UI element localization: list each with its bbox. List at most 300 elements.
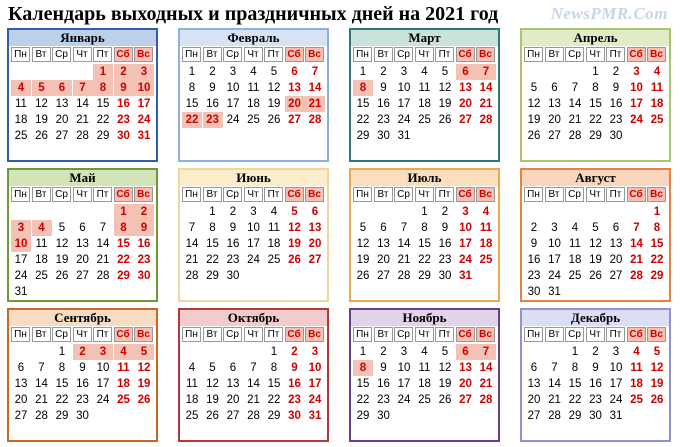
weekday-header [11, 47, 154, 62]
days-grid [11, 204, 154, 300]
day-cell: 19 [356, 254, 370, 266]
month-block [178, 168, 329, 302]
weekday-label: Пт [435, 47, 454, 62]
day-cell: 27 [288, 114, 301, 126]
day-cell: 5 [270, 66, 278, 78]
day-cell: 12 [650, 362, 664, 374]
day-cell: 17 [14, 254, 28, 266]
day-cell: 19 [137, 378, 151, 390]
weekday-label: Вс [305, 327, 324, 342]
day-cell: 30 [377, 130, 390, 142]
day-cell: 7 [400, 222, 408, 234]
day-cell: 20 [548, 114, 561, 126]
day-cell: 2 [441, 206, 449, 218]
day-cell: 8 [188, 82, 196, 94]
day-cell: 15 [650, 238, 664, 250]
day-cell: 7 [476, 64, 496, 80]
day-cell: 8 [592, 82, 599, 94]
weekday-label: Сб [285, 327, 304, 342]
day-cell: 26 [438, 114, 452, 126]
day-cell: 30 [377, 410, 390, 422]
month-name: Январь [9, 30, 156, 46]
day-cell: 7 [38, 362, 45, 374]
day-cell: 5 [291, 206, 298, 218]
day-cell: 11 [418, 362, 431, 374]
day-cell: 7 [311, 66, 319, 78]
day-cell: 28 [397, 270, 411, 282]
day-cell: 22 [182, 112, 202, 128]
day-cell: 1 [270, 346, 278, 358]
day-cell: 17 [397, 378, 411, 390]
weekday-header [182, 47, 325, 62]
day-cell: 13 [14, 378, 28, 390]
day-cell: 21 [630, 254, 643, 266]
day-cell: 10 [11, 236, 31, 252]
day-cell: 29 [356, 130, 370, 142]
weekday-label: Вс [647, 327, 666, 342]
days-grid [353, 204, 496, 300]
day-cell: 16 [438, 238, 452, 250]
day-cell: 21 [247, 394, 260, 406]
day-cell: 9 [79, 362, 86, 374]
day-cell: 3 [11, 220, 31, 236]
day-cell: 7 [571, 82, 579, 94]
days-grid [524, 64, 667, 160]
day-cell: 7 [188, 222, 196, 234]
weekday-label: Вт [374, 327, 393, 342]
month-name: Сентябрь [9, 310, 156, 326]
day-cell: 20 [55, 114, 69, 126]
day-cell: 4 [633, 346, 640, 358]
day-cell: 10 [459, 222, 472, 234]
day-cell: 29 [589, 130, 602, 142]
day-cell: 30 [438, 270, 452, 282]
day-cell: 15 [356, 98, 370, 110]
day-cell: 18 [418, 98, 431, 110]
day-cell: 9 [209, 82, 216, 94]
weekday-label: Чт [244, 187, 263, 202]
days-grid [11, 344, 154, 440]
day-cell: 20 [76, 254, 89, 266]
days-grid [353, 64, 496, 160]
weekday-header [524, 47, 667, 62]
day-cell: 28 [35, 410, 48, 422]
day-cell: 26 [356, 270, 370, 282]
weekday-label: Сб [114, 47, 133, 62]
day-cell: 28 [479, 114, 493, 126]
day-cell: 14 [96, 238, 110, 250]
day-cell: 10 [548, 238, 561, 250]
weekday-header [11, 327, 154, 342]
weekday-label: Сб [114, 327, 133, 342]
day-cell: 25 [14, 130, 28, 142]
weekday-label: Ср [52, 187, 71, 202]
day-cell: 16 [226, 238, 240, 250]
day-cell: 20 [14, 394, 28, 406]
day-cell: 9 [114, 80, 134, 96]
day-cell: 24 [459, 254, 472, 266]
day-cell: 15 [356, 378, 370, 390]
month-name: Апрель [522, 30, 669, 46]
weekday-label: Пн [524, 187, 543, 202]
day-cell: 21 [35, 394, 48, 406]
day-cell: 12 [267, 82, 281, 94]
day-cell: 7 [73, 80, 93, 96]
day-cell: 27 [527, 410, 541, 422]
day-cell: 18 [35, 254, 48, 266]
day-cell: 5 [441, 66, 449, 78]
day-cell: 6 [52, 80, 72, 96]
day-cell: 29 [568, 410, 582, 422]
day-cell: 13 [377, 238, 390, 250]
day-cell: 25 [185, 410, 199, 422]
day-cell: 1 [359, 346, 367, 358]
day-cell: 26 [267, 114, 281, 126]
day-cell: 28 [185, 270, 199, 282]
day-cell: 24 [397, 394, 411, 406]
day-cell: 27 [377, 270, 390, 282]
day-cell: 19 [589, 254, 602, 266]
day-cell: 30 [288, 410, 301, 422]
days-grid [182, 64, 325, 160]
weekday-header [353, 327, 496, 342]
weekday-header [11, 187, 154, 202]
day-cell: 17 [247, 238, 260, 250]
day-cell: 2 [73, 344, 93, 360]
weekday-label: Пн [11, 327, 30, 342]
weekday-label: Чт [73, 327, 92, 342]
day-cell: 3 [250, 206, 257, 218]
day-cell: 14 [479, 82, 493, 94]
weekday-label: Чт [244, 327, 263, 342]
day-cell: 2 [530, 222, 538, 234]
weekday-label: Пт [606, 47, 625, 62]
weekday-label: Пн [353, 327, 372, 342]
day-cell: 18 [568, 254, 582, 266]
day-cell: 5 [209, 362, 216, 374]
weekday-label: Пн [182, 47, 201, 62]
weekday-label: Пн [182, 327, 201, 342]
day-cell: 31 [548, 286, 561, 298]
weekday-label: Вс [305, 47, 324, 62]
weekday-label: Пн [353, 187, 372, 202]
weekday-header [182, 187, 325, 202]
day-cell: 1 [93, 64, 113, 80]
day-cell: 3 [93, 344, 113, 360]
day-cell: 27 [76, 270, 89, 282]
day-cell: 2 [114, 64, 134, 80]
day-cell: 30 [76, 410, 89, 422]
weekday-label: Ср [565, 47, 584, 62]
day-cell: 15 [568, 378, 582, 390]
day-cell: 23 [117, 114, 130, 126]
day-cell: 3 [229, 66, 237, 78]
day-cell: 21 [548, 394, 561, 406]
day-cell: 15 [55, 378, 69, 390]
day-cell: 14 [630, 238, 643, 250]
day-cell: 16 [137, 238, 151, 250]
day-cell: 11 [418, 82, 431, 94]
day-cell: 12 [589, 238, 602, 250]
day-cell: 6 [291, 66, 298, 78]
day-cell: 18 [14, 114, 28, 126]
day-cell: 29 [650, 270, 664, 282]
day-cell: 31 [308, 410, 322, 422]
day-cell: 30 [527, 286, 541, 298]
day-cell: 16 [589, 378, 602, 390]
month-block [7, 28, 158, 162]
day-cell: 12 [356, 238, 370, 250]
day-cell: 1 [188, 66, 196, 78]
day-cell: 5 [359, 222, 367, 234]
day-cell: 6 [456, 64, 476, 80]
day-cell: 13 [288, 82, 301, 94]
day-cell: 27 [459, 394, 472, 406]
day-cell: 1 [209, 206, 216, 218]
day-cell: 6 [79, 222, 86, 234]
month-block [178, 28, 329, 162]
day-cell: 9 [380, 362, 387, 374]
day-cell: 8 [270, 362, 278, 374]
day-cell: 30 [226, 270, 240, 282]
weekday-label: Пт [435, 327, 454, 342]
weekday-label: Пн [11, 47, 30, 62]
month-block [7, 308, 158, 442]
day-cell: 10 [609, 362, 623, 374]
day-cell: 28 [96, 270, 110, 282]
day-cell: 29 [418, 270, 431, 282]
day-cell: 9 [612, 82, 620, 94]
weekday-header [353, 47, 496, 62]
day-cell: 13 [527, 378, 541, 390]
day-cell: 12 [438, 82, 452, 94]
day-cell: 23 [609, 114, 623, 126]
day-cell: 4 [571, 222, 579, 234]
day-cell: 17 [96, 378, 110, 390]
day-cell: 29 [55, 410, 69, 422]
weekday-label: Чт [586, 187, 605, 202]
day-cell: 19 [288, 238, 301, 250]
day-cell: 26 [589, 270, 602, 282]
month-name: Февраль [180, 30, 327, 46]
day-cell: 4 [421, 346, 428, 358]
day-cell: 25 [247, 114, 260, 126]
day-cell: 19 [527, 114, 541, 126]
weekday-label: Пн [524, 327, 543, 342]
day-cell: 8 [421, 222, 428, 234]
day-cell: 13 [55, 98, 69, 110]
day-cell: 7 [476, 344, 496, 360]
day-cell: 11 [15, 98, 27, 110]
day-cell: 26 [438, 394, 452, 406]
day-cell: 9 [441, 222, 449, 234]
weekday-label: Чт [415, 327, 434, 342]
day-cell: 27 [226, 410, 240, 422]
weekday-label: Ср [52, 327, 71, 342]
day-cell: 28 [548, 410, 561, 422]
weekday-label: Вс [305, 187, 324, 202]
month-block [520, 308, 671, 442]
weekday-label: Ср [394, 327, 413, 342]
day-cell: 31 [459, 270, 472, 282]
day-cell: 25 [650, 114, 664, 126]
day-cell: 4 [270, 206, 278, 218]
month-block [520, 168, 671, 302]
month-name: Октябрь [180, 310, 327, 326]
weekday-label: Сб [627, 47, 646, 62]
day-cell: 2 [380, 346, 387, 358]
day-cell: 9 [134, 220, 154, 236]
weekday-label: Вс [476, 327, 495, 342]
day-cell: 12 [206, 378, 219, 390]
day-cell: 3 [134, 64, 154, 80]
day-cell: 25 [35, 270, 48, 282]
day-cell: 17 [548, 254, 561, 266]
day-cell: 11 [630, 362, 643, 374]
day-cell: 14 [568, 98, 582, 110]
day-cell: 8 [571, 362, 579, 374]
day-cell: 12 [137, 362, 151, 374]
day-cell: 18 [267, 238, 281, 250]
day-cell: 1 [592, 66, 599, 78]
month-block [7, 168, 158, 302]
day-cell: 27 [548, 130, 561, 142]
day-cell: 16 [76, 378, 89, 390]
day-cell: 3 [400, 66, 408, 78]
day-cell: 22 [418, 254, 431, 266]
day-cell: 8 [209, 222, 216, 234]
day-cell: 17 [137, 98, 151, 110]
day-cell: 21 [76, 114, 89, 126]
weekday-label: Пн [353, 47, 372, 62]
day-cell: 7 [551, 362, 558, 374]
day-cell: 8 [353, 80, 373, 96]
day-cell: 6 [229, 362, 237, 374]
day-cell: 21 [185, 254, 199, 266]
days-grid [524, 204, 667, 300]
day-cell: 13 [548, 98, 561, 110]
days-grid [524, 344, 667, 440]
weekday-label: Вт [32, 47, 51, 62]
day-cell: 4 [11, 80, 31, 96]
day-cell: 4 [250, 66, 257, 78]
weekday-label: Сб [456, 327, 475, 342]
day-cell: 23 [203, 112, 223, 128]
weekday-label: Ср [223, 327, 242, 342]
day-cell: 26 [288, 254, 301, 266]
month-block [178, 308, 329, 442]
day-cell: 20 [377, 254, 390, 266]
month-name: Ноябрь [351, 310, 498, 326]
weekday-label: Вс [647, 47, 666, 62]
day-cell: 22 [267, 394, 281, 406]
day-cell: 18 [117, 378, 130, 390]
weekday-label: Сб [456, 47, 475, 62]
day-cell: 17 [397, 98, 411, 110]
day-cell: 18 [247, 98, 260, 110]
day-cell: 16 [206, 98, 219, 110]
month-block [520, 28, 671, 162]
day-cell: 3 [612, 346, 620, 358]
weekday-label: Пт [435, 187, 454, 202]
day-cell: 5 [58, 222, 66, 234]
day-cell: 14 [308, 82, 322, 94]
weekday-label: Пт [93, 47, 112, 62]
weekday-label: Ср [394, 47, 413, 62]
day-cell: 4 [653, 66, 661, 78]
weekday-label: Вт [545, 47, 564, 62]
day-cell: 31 [14, 286, 28, 298]
day-cell: 2 [380, 66, 387, 78]
day-cell: 24 [630, 114, 643, 126]
day-cell: 8 [93, 80, 113, 96]
day-cell: 26 [650, 394, 664, 406]
weekday-label: Пт [93, 187, 112, 202]
day-cell: 28 [568, 130, 582, 142]
day-cell: 23 [137, 254, 151, 266]
day-cell: 2 [612, 66, 620, 78]
day-cell: 1 [421, 206, 428, 218]
day-cell: 14 [397, 238, 411, 250]
day-cell: 3 [400, 346, 408, 358]
day-cell: 11 [479, 222, 493, 234]
day-cell: 11 [569, 238, 581, 250]
day-cell: 13 [609, 238, 623, 250]
day-cell: 1 [114, 204, 134, 220]
day-cell: 22 [568, 394, 582, 406]
day-cell: 30 [117, 130, 130, 142]
day-cell: 24 [548, 270, 561, 282]
day-cell: 22 [55, 394, 69, 406]
day-cell: 9 [229, 222, 237, 234]
day-cell: 5 [592, 222, 599, 234]
day-cell: 24 [14, 270, 28, 282]
weekday-label: Чт [415, 47, 434, 62]
day-cell: 6 [612, 222, 620, 234]
day-cell: 20 [285, 96, 305, 112]
weekday-label: Вт [32, 187, 51, 202]
weekday-label: Ср [52, 47, 71, 62]
day-cell: 14 [76, 98, 89, 110]
weekday-label: Сб [114, 187, 133, 202]
day-cell: 15 [117, 238, 130, 250]
day-cell: 18 [479, 238, 493, 250]
day-cell: 11 [650, 82, 664, 94]
day-cell: 27 [308, 254, 322, 266]
day-cell: 30 [609, 130, 623, 142]
month-name: Август [522, 170, 669, 186]
weekday-label: Вс [476, 47, 495, 62]
weekday-label: Вт [545, 327, 564, 342]
day-cell: 19 [438, 98, 452, 110]
day-cell: 2 [291, 346, 298, 358]
day-cell: 3 [551, 222, 558, 234]
day-cell: 19 [267, 98, 281, 110]
days-grid [182, 204, 325, 300]
day-cell: 13 [459, 362, 472, 374]
day-cell: 21 [305, 96, 325, 112]
day-cell: 22 [650, 254, 664, 266]
day-cell: 7 [250, 362, 257, 374]
weekday-label: Вт [545, 187, 564, 202]
day-cell: 12 [35, 98, 48, 110]
weekday-label: Сб [456, 187, 475, 202]
day-cell: 23 [377, 394, 390, 406]
day-cell: 12 [527, 98, 541, 110]
day-cell: 24 [226, 114, 240, 126]
day-cell: 19 [650, 378, 664, 390]
day-cell: 25 [418, 114, 431, 126]
